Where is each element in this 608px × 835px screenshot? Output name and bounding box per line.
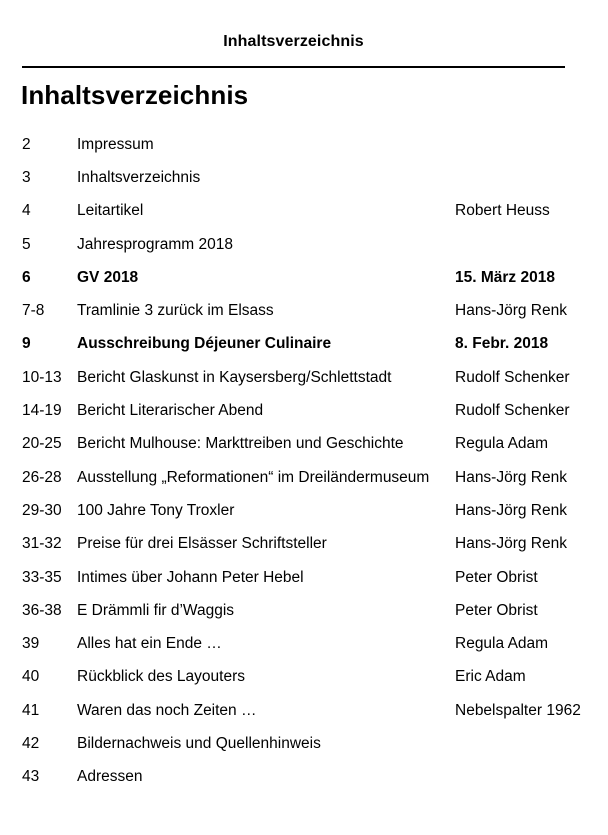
toc-title: Waren das noch Zeiten …	[77, 701, 257, 719]
toc-author: Regula Adam	[455, 635, 549, 653]
toc-row	[22, 627, 586, 660]
toc-row	[22, 694, 586, 727]
toc-title: Alles hat ein Ende …	[77, 635, 222, 653]
toc-page-number: 9	[22, 335, 31, 353]
toc-author: 15. März 2018	[455, 268, 555, 286]
toc-row	[22, 294, 586, 327]
toc-page-number: 20-25	[22, 435, 62, 453]
toc-page-number: 36-38	[22, 601, 62, 619]
toc-row	[22, 461, 586, 494]
toc-title: Rückblick des Layouters	[77, 668, 245, 686]
toc-author: Hans-Jörg Renk	[455, 535, 567, 553]
toc-page-number: 40	[22, 668, 40, 686]
toc-author: Hans-Jörg Renk	[455, 302, 567, 320]
toc-author: Rudolf Schenker	[455, 402, 570, 420]
toc-title: 100 Jahre Tony Troxler	[77, 501, 235, 519]
toc-row	[22, 195, 586, 228]
toc-author: 8. Febr. 2018	[455, 335, 549, 353]
toc-title: Ausschreibung Déjeuner Culinaire	[77, 335, 332, 353]
toc-page-number: 29-30	[22, 501, 62, 519]
toc-row	[22, 394, 586, 427]
toc-title: GV 2018	[77, 268, 139, 286]
header-rule	[22, 66, 565, 68]
toc-row	[22, 128, 586, 161]
toc-row	[22, 494, 586, 527]
toc-row	[22, 428, 586, 461]
toc-page-number: 14-19	[22, 402, 62, 420]
toc-page-number: 43	[22, 768, 40, 786]
toc-title: E Drämmli fir d’Waggis	[77, 601, 235, 619]
toc-page-number: 7-8	[22, 302, 45, 320]
toc-row	[22, 594, 586, 627]
toc-title: Impressum	[77, 135, 154, 153]
toc-title: Preise für drei Elsässer Schriftsteller	[77, 535, 327, 553]
toc-page-number: 10-13	[22, 368, 62, 386]
toc-row	[22, 361, 586, 394]
toc-row	[22, 328, 586, 361]
toc-row	[22, 661, 586, 694]
toc-row	[22, 761, 586, 794]
toc-title: Jahresprogramm 2018	[77, 235, 233, 253]
toc-title: Bericht Mulhouse: Markttreiben und Geschichte	[77, 435, 404, 453]
toc-author: Nebelspalter 1962	[455, 701, 581, 719]
toc-page-number: 31-32	[22, 535, 62, 553]
toc-page-number: 6	[22, 268, 31, 286]
toc-page-number: 33-35	[22, 568, 62, 586]
toc-title: Leitartikel	[77, 202, 144, 220]
toc-author: Regula Adam	[455, 435, 549, 453]
toc-row	[22, 528, 586, 561]
toc-page-number: 39	[22, 635, 40, 653]
toc-page-number: 4	[22, 202, 31, 220]
toc-title: Tramlinie 3 zurück im Elsass	[77, 302, 274, 320]
running-header: Inhaltsverzeichnis	[223, 33, 364, 50]
toc-author: Hans-Jörg Renk	[455, 501, 567, 519]
toc-title: Bericht Glaskunst in Kaysersberg/Schlettstadt	[77, 368, 392, 386]
toc-page-number: 3	[22, 168, 31, 186]
toc-author: Rudolf Schenker	[455, 368, 570, 386]
toc-row	[22, 228, 586, 261]
toc-title: Ausstellung „Reformationen“ im Dreiländermuseum	[77, 468, 430, 486]
toc-author: Hans-Jörg Renk	[455, 468, 567, 486]
toc-title: Bildernachweis und Quellenhinweis	[77, 734, 321, 752]
toc-list	[22, 128, 586, 794]
toc-page-number: 42	[22, 734, 40, 752]
toc-author: Peter Obrist	[455, 601, 538, 619]
toc-title: Adressen	[77, 768, 143, 786]
toc-row	[22, 561, 586, 594]
toc-title: Inhaltsverzeichnis	[77, 168, 201, 186]
toc-page-number: 2	[22, 135, 31, 153]
toc-author: Eric Adam	[455, 668, 526, 686]
page-title: Inhaltsverzeichnis	[21, 80, 249, 110]
toc-row	[22, 161, 586, 194]
toc-row	[22, 727, 586, 760]
toc-author: Robert Heuss	[455, 202, 550, 220]
toc-title: Bericht Literarischer Abend	[77, 402, 264, 420]
toc-page-number: 41	[22, 701, 40, 719]
toc-page-number: 5	[22, 235, 31, 253]
toc-title: Intimes über Johann Peter Hebel	[77, 568, 304, 586]
toc-author: Peter Obrist	[455, 568, 538, 586]
toc-row	[22, 261, 586, 294]
toc-page-number: 26-28	[22, 468, 62, 486]
